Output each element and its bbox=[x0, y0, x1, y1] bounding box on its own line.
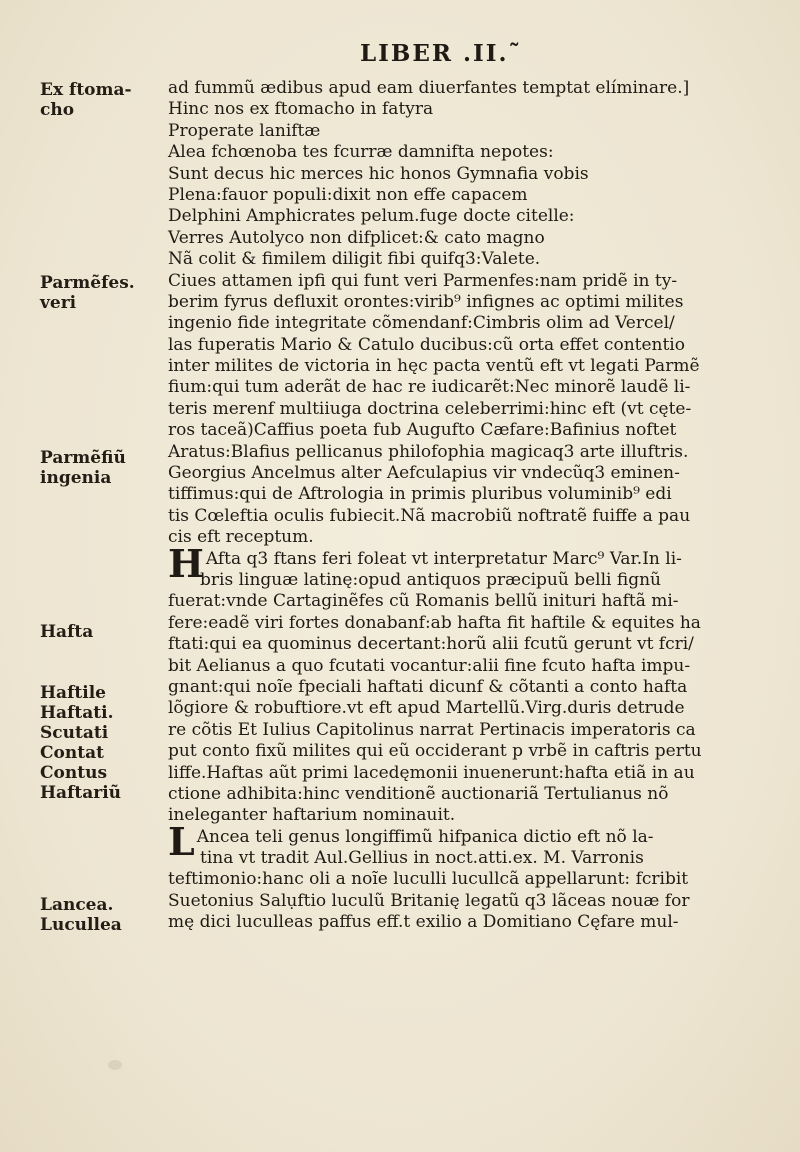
text-line: fere:eadẽ viri fortes donabanf:ab hafta fit haftile & equites ha bbox=[168, 612, 701, 633]
text-line: liffe.Haftas aũt primi lacedęmonii inuenerunt:hafta etiã in au bbox=[168, 762, 695, 783]
text-line: Properate laniftæ bbox=[168, 120, 321, 141]
text-line: re cõtis Et Iulius Capitolinus narrat Pertinacis imperatoris ca bbox=[168, 719, 696, 740]
text-line: cis eft receptum. bbox=[168, 527, 314, 548]
margin-note-hastile: Haftile Haftati. Scutati Contat Contus Haftariũ bbox=[40, 683, 122, 803]
text-line: Alea fchœnoba tes fcurræ damnifta nepotes: bbox=[168, 142, 554, 163]
text-line: teris merenf multiiuga doctrina celeberrimi:hinc eft (vt cęte- bbox=[168, 398, 692, 419]
text-line: Georgius Ancelmus alter Aefculapius vir vndecũq3 eminen- bbox=[168, 463, 680, 484]
text-line: inter milites de victoria in hęc pacta ventũ eft vt legati Parmẽ bbox=[168, 356, 700, 377]
text-line: ingenio fide integritate cõmendanf:Cimbris olim ad Vercel/ bbox=[168, 313, 675, 334]
text-line: Delphini Amphicrates pelum.fuge docte citelle: bbox=[168, 206, 575, 227]
text-line: ad fummũ ædibus apud eam diuerfantes temptat elíminare.] bbox=[168, 78, 690, 98]
text-line: Sunt decus hic merces hic honos Gymnafia vobis bbox=[168, 163, 589, 184]
text-line: berim fyrus defluxit orontes:virib⁹ infignes ac optimi milites bbox=[168, 291, 684, 312]
text-line: tis Cœleftia oculis fubiecit.Nã macrobiũ noftratẽ fuiffe a pau bbox=[168, 505, 691, 526]
text-line: Hinc nos ex ftomacho in fatyra bbox=[168, 99, 434, 120]
text-line: bris linguæ latinę:opud antiquos præcipuũ belli fignũ bbox=[200, 569, 661, 590]
text-line: ctione adhibita:hinc venditionẽ auctionariã Tertulianus nõ bbox=[168, 783, 669, 804]
text-line: Ciues attamen ipfi qui funt veri Parmenfes:nam pridẽ in ty- bbox=[168, 270, 678, 291]
text-line-with-dropcap: H Afta q3 ftans feri foleat vt interpretatur Marc⁹ Var.In li- bbox=[168, 540, 682, 586]
paper-stain bbox=[108, 1060, 122, 1070]
text-line: lõgiore & robuftiore.vt eft apud Martellũ.Virg.duris detrude bbox=[168, 698, 685, 719]
text-line: Plena:fauor populi:dixit non effe capacem bbox=[168, 184, 528, 205]
text-line: ineleganter haftarium nominauit. bbox=[168, 805, 456, 826]
margin-note-lancea: Lancea. Lucullea bbox=[40, 895, 122, 935]
margin-note-ex-stomacho: Ex ftoma- cho bbox=[40, 80, 132, 120]
text-line: gnant:qui noĩe fpeciali haftati dicunf & cõtanti a conto hafta bbox=[168, 676, 688, 697]
text-line: Verres Autolyco non difplicet:& cato magno bbox=[168, 227, 545, 248]
text-line: Suetonius Salụftio luculũ Britanię legatũ q3 lãceas nouæ for bbox=[168, 890, 690, 911]
text-line: bit Aelianus a quo fcutati vocantur:alii fine fcuto hafta impu- bbox=[168, 655, 691, 676]
text-line: ftati:qui ea quominus decertant:horũ alii fcutũ gerunt vt fcri/ bbox=[168, 634, 694, 655]
text-line: las fuperatis Mario & Catulo ducibus:cũ orta effet contentio bbox=[168, 334, 685, 355]
margin-note-ingenia: Parmẽfiũ ingenia bbox=[40, 448, 126, 488]
text-line: mę dici luculleas paffus eff.t exilio a Domitiano Cęfare mul- bbox=[168, 912, 679, 933]
text-line: teftimonio:hanc oli a noĩe luculli lucullcã appellarunt: fcribit bbox=[168, 869, 689, 890]
text-line: tina vt tradit Aul.Gellius in noct.atti.ex. M. Varronis bbox=[200, 848, 644, 869]
margin-note-parmenses: Parmẽfes. veri bbox=[40, 273, 135, 313]
text-line: Nã colit & fimilem diligit fibi quifq3:Valete. bbox=[168, 249, 541, 270]
text-line: Aratus:Blafius pellicanus philofophia magicaq3 arte illuftris. bbox=[168, 441, 689, 462]
margin-note-hasta: Hafta bbox=[40, 622, 94, 642]
text-line: fuerat:vnde Cartaginẽfes cũ Romanis bellũ inituri haftã mi- bbox=[168, 591, 679, 612]
main-text bbox=[168, 78, 793, 934]
text-line: put conto fixũ milites qui eũ occiderant p vrbẽ in caftris pertu bbox=[168, 741, 702, 762]
drop-cap: H bbox=[168, 540, 204, 586]
text-line-with-dropcap: L Ancea teli genus longiffimũ hifpanica dictio eft nõ la- bbox=[168, 818, 654, 864]
text-line: tiffimus:qui de Aftrologia in primis pluribus voluminib⁹ edi bbox=[168, 484, 672, 505]
text-line: ros taceã)Caffius poeta fub Augufto Cæfare:Bafinius noftet bbox=[168, 420, 677, 441]
running-header: LIBER .II.˜ bbox=[360, 40, 523, 67]
drop-cap: L bbox=[168, 818, 195, 864]
text-line: fium:qui tum aderãt de hac re iudicarẽt:Nec minorẽ laudẽ li- bbox=[168, 377, 691, 398]
